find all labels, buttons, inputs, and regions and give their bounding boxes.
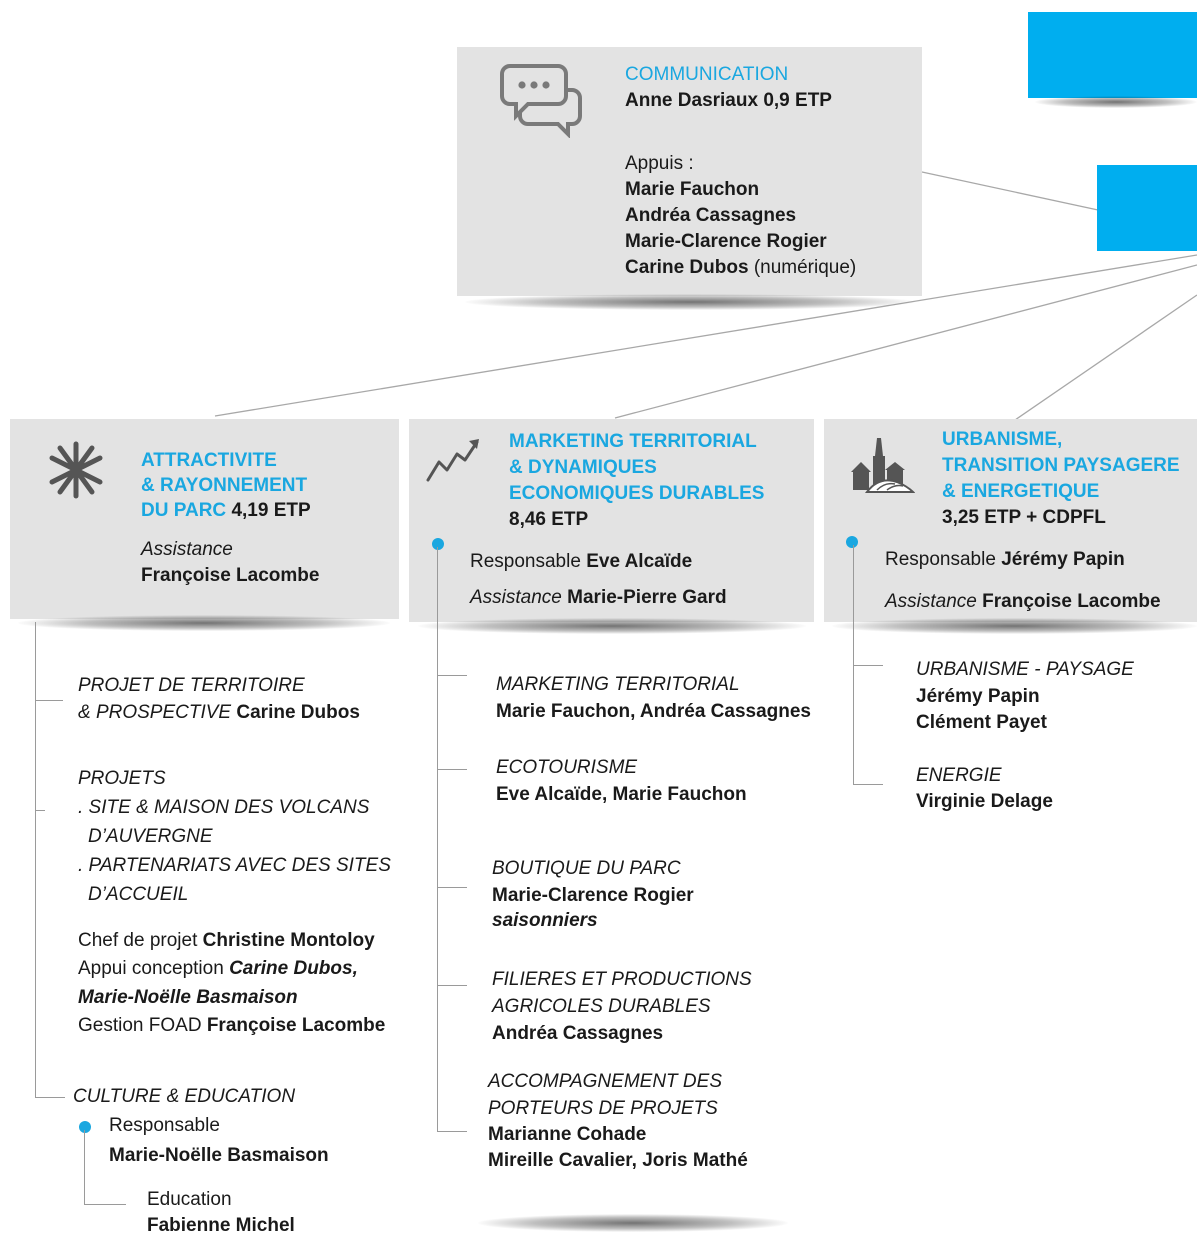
- attractivite-box-shadow: [18, 615, 390, 631]
- boutique-note: saisonniers: [492, 910, 598, 931]
- chef-projet-row: [78, 928, 375, 954]
- culture-resp-label: Responsable: [109, 1115, 220, 1136]
- urbanisme-bullet-dot: [846, 536, 858, 548]
- appui-conception-row: [78, 956, 358, 982]
- attractivite-assist-label: Assistance: [141, 539, 233, 560]
- marketing-title-3: ECONOMIQUES DURABLES: [509, 483, 765, 504]
- marketing-branch-5: [437, 1131, 467, 1132]
- attractivite-title-3-row: [141, 498, 311, 523]
- attractivite-branch-1: [35, 700, 63, 701]
- projet-territoire-name: Carine Dubos: [236, 702, 360, 723]
- marketing-box-shadow: [418, 618, 806, 634]
- urbanisme-box-shadow: [832, 618, 1197, 634]
- energie-name: Virginie Delage: [916, 791, 1053, 812]
- urbanisme-paysage-title: URBANISME - PAYSAGE: [916, 659, 1134, 680]
- education-label: Education: [147, 1189, 232, 1210]
- star-burst-icon: [46, 440, 106, 500]
- boutique-name: Marie-Clarence Rogier: [492, 885, 694, 906]
- attractivite-title-1: ATTRACTIVITE: [141, 450, 277, 471]
- marketing-etp: 8,46 ETP: [509, 509, 589, 530]
- urbanisme-branch-1: [853, 665, 883, 666]
- ecotourisme-title: ECOTOURISME: [496, 757, 638, 778]
- urbanisme-branch-2: [853, 784, 883, 785]
- accompagnement-title-1: ACCOMPAGNEMENT DES: [488, 1071, 723, 1092]
- communication-appui-1: Marie Fauchon: [625, 179, 760, 200]
- communication-title: COMMUNICATION: [625, 64, 789, 85]
- culture-branch-education: [84, 1204, 126, 1205]
- gestion-foad-name: Françoise Lacombe: [206, 1015, 386, 1036]
- urbanisme-assist-row: [885, 589, 1161, 615]
- projet-territoire-l1: PROJET DE TERRITOIRE: [78, 675, 305, 696]
- projet-territoire-l2-row: [78, 700, 360, 726]
- communication-lead: Anne Dasriaux 0,9 ETP: [625, 90, 832, 111]
- ecotourisme-names: Eve Alcaïde, Marie Fauchon: [496, 784, 747, 805]
- communication-appui-2: Andréa Cassagnes: [625, 205, 797, 226]
- urbanisme-title-2: TRANSITION PAYSAGERE: [942, 455, 1180, 476]
- gestion-foad-label: Gestion FOAD: [78, 1015, 202, 1036]
- projets-heading: PROJETS: [78, 768, 166, 789]
- site-line-1: . SITE & MAISON DES VOLCANS: [78, 797, 370, 818]
- urbanisme-etp: 3,25 ETP + CDPFL: [942, 507, 1106, 528]
- partenariats-line-1: . PARTENARIATS AVEC DES SITES: [78, 855, 391, 876]
- partenariats-line-2: D’ACCUEIL: [88, 884, 189, 905]
- marketing-tree-trunk: [437, 547, 438, 1132]
- attractivite-title-2: & RAYONNEMENT: [141, 475, 308, 496]
- accompagnement-name-1: Marianne Cohade: [488, 1124, 647, 1145]
- chef-projet-name: Christine Montoloy: [202, 930, 375, 951]
- gestion-foad-row: [78, 1013, 385, 1039]
- communication-box-shadow: [465, 294, 915, 310]
- culture-tree-trunk: [84, 1130, 85, 1204]
- communication-last-note: (numérique): [753, 257, 857, 278]
- connector-communication: [922, 172, 1098, 210]
- marketing-branch-4: [437, 985, 467, 986]
- communication-appuis-label: Appuis :: [625, 153, 694, 174]
- communication-last-name: Carine Dubos: [625, 257, 749, 278]
- urbanisme-assist-label: Assistance: [885, 591, 977, 612]
- urbanisme-title-1: URBANISME,: [942, 429, 1063, 450]
- filieres-title-1: FILIERES ET PRODUCTIONS: [492, 969, 752, 990]
- bottom-shadow: [478, 1214, 788, 1232]
- filieres-title-2: AGRICOLES DURABLES: [492, 996, 711, 1017]
- culture-bullet-dot: [79, 1121, 91, 1133]
- attractivite-tree-trunk: [35, 622, 36, 1097]
- marketing-title-1: MARKETING TERRITORIAL: [509, 431, 757, 452]
- blue-block-top: [1028, 12, 1197, 98]
- village-icon: [847, 436, 915, 496]
- marketing-assist-name: Marie-Pierre Gard: [567, 587, 727, 608]
- accompagnement-title-2: PORTEURS DE PROJETS: [488, 1098, 718, 1119]
- accompagnement-name-2: Mireille Cavalier, Joris Mathé: [488, 1150, 748, 1171]
- blue-block-top-shadow: [1035, 96, 1197, 108]
- marketing-resp-row: [470, 549, 692, 575]
- marketing-branch-2: [437, 769, 467, 770]
- marketing-branch-3: [437, 887, 467, 888]
- urbanisme-resp-row: [885, 547, 1125, 573]
- marketing-bullet-dot: [432, 538, 444, 550]
- culture-resp-name: Marie-Noëlle Basmaison: [109, 1145, 329, 1166]
- urbanisme-resp-label: Responsable: [885, 549, 996, 570]
- appui-conception-name-1: Carine Dubos,: [229, 958, 358, 979]
- appui-conception-label: Appui conception: [78, 958, 224, 979]
- marketing-branch-1: [437, 675, 467, 676]
- attractivite-etp: 4,19 ETP: [231, 500, 311, 521]
- energie-title: ENERGIE: [916, 765, 1002, 786]
- education-name: Fabienne Michel: [147, 1215, 295, 1236]
- trend-up-icon: [425, 436, 481, 484]
- blue-block-middle: [1097, 165, 1197, 251]
- attractivite-assist-name: Françoise Lacombe: [141, 565, 320, 586]
- mk-territorial-title: MARKETING TERRITORIAL: [496, 674, 740, 695]
- chat-bubbles-icon: [500, 62, 586, 138]
- marketing-title-2: & DYNAMIQUES: [509, 457, 657, 478]
- communication-appui-4: [625, 255, 856, 281]
- attractivite-branch-2: [35, 810, 45, 811]
- communication-appui-3: Marie-Clarence Rogier: [625, 231, 827, 252]
- chef-projet-label: Chef de projet: [78, 930, 198, 951]
- projet-territoire-l2: & PROSPECTIVE: [78, 702, 232, 723]
- urbanisme-assist-name: Françoise Lacombe: [982, 591, 1161, 612]
- filieres-name: Andréa Cassagnes: [492, 1023, 664, 1044]
- site-line-2: D’AUVERGNE: [88, 826, 213, 847]
- attractivite-title-3: DU PARC: [141, 500, 227, 521]
- connector-urbanisme: [1015, 295, 1197, 420]
- urbanisme-paysage-name-1: Jérémy Papin: [916, 686, 1040, 707]
- boutique-title: BOUTIQUE DU PARC: [492, 858, 681, 879]
- marketing-assist-label: Assistance: [470, 587, 562, 608]
- marketing-assist-row: [470, 585, 727, 611]
- attractivite-branch-3: [35, 1097, 65, 1098]
- urbanisme-title-3: & ENERGETIQUE: [942, 481, 1100, 502]
- urbanisme-paysage-name-2: Clément Payet: [916, 712, 1047, 733]
- appui-conception-name-2: Marie-Noëlle Basmaison: [78, 987, 298, 1008]
- marketing-resp-name: Eve Alcaïde: [586, 551, 693, 572]
- culture-education-heading: CULTURE & EDUCATION: [73, 1086, 296, 1107]
- marketing-resp-label: Responsable: [470, 551, 581, 572]
- urbanisme-resp-name: Jérémy Papin: [1001, 549, 1125, 570]
- mk-territorial-names: Marie Fauchon, Andréa Cassagnes: [496, 701, 812, 722]
